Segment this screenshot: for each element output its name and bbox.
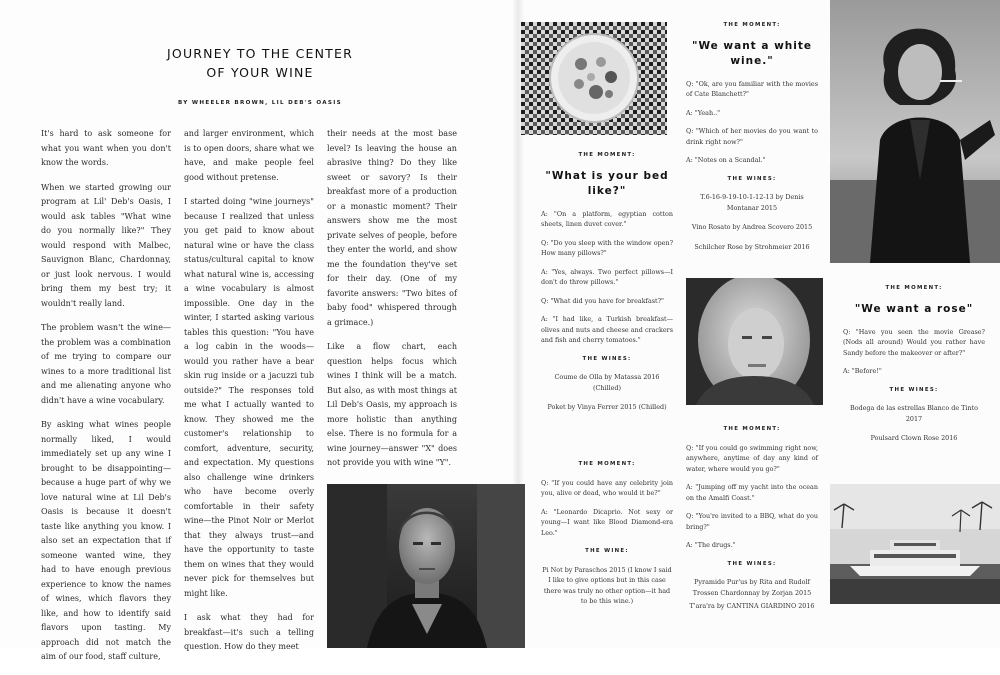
moment-white-wine — [686, 20, 818, 261]
title-line-2: OF YOUR WINE — [206, 65, 314, 80]
moment-quote: "We want a white wine." — [691, 39, 813, 67]
wine-item: Pi Not by Paraschos 2015 (I know I said I like to give options but in this case there was truly no other option—it had to be this wine.) — [542, 565, 672, 605]
moment-celebrity — [541, 459, 673, 616]
qa-line: Q: "You're invited to a BBQ, what do you bring?" — [686, 512, 818, 531]
qa-line: A: "Leonardo Dicaprio. Not sexy or young—I want like Blood Diamond-era Leo." — [541, 507, 673, 537]
article-title — [150, 44, 370, 82]
moment-label: THE MOMENT: — [723, 426, 781, 432]
body-column-2 — [184, 127, 314, 665]
photo-yacht — [830, 484, 1000, 604]
moment-swimming — [686, 424, 818, 621]
moment-label: THE MOMENT: — [885, 285, 943, 291]
paragraph: Like a flow chart, each question helps focus which wines I think will be a match. But also, as with most things at Lil Deb's Oasis, my approach is more holistic than anything else. There is no formula for a wine journey—answer "X" does not provide you with wine "Y". — [327, 342, 457, 467]
qa-line: Q: "Do you sleep with the window open? How many pillows?" — [541, 238, 673, 257]
paragraph: and larger environment, which is to open doors, share what we have, and make people feel good without pretense. — [184, 129, 314, 182]
title-line-1: JOURNEY TO THE CENTER — [167, 46, 353, 61]
paragraph: By asking what wines people normally liked, I would immediately set up any wine I brought to be disappointing—because a huge part of why we love natural wine at Lil Deb's Oasis is because it doesn't taste like anything you know. I also set an expectation that if someone wanted wine, they had to have enough previous experience to know the names of wines, which flavors they like, and how to identify said flavors upon tasting. My approach did not match the aim of our food, staff culture, — [41, 420, 171, 661]
wine-item: T'ara'ra by CANTINA GIARDINO 2016 — [689, 602, 815, 610]
qa-line: A: "On a platform, egyptian cotton sheets, linen duvet cover." — [541, 209, 673, 228]
qa-line: Q: "If you could go swimming right now, anywhere, anytime of day any kind of water, where would you go?" — [686, 443, 818, 473]
moment-label: THE MOMENT: — [578, 461, 636, 467]
paragraph: When we started growing our program at Lil' Deb's Oasis, I would ask tables "What wine do you normally like?" They would respond with Malbec, Sauvignon Blanc, Chardonnay, or just look nervous. I would bring them my best try; it wouldn't really land. — [41, 182, 171, 308]
qa-line: A: "Before!" — [843, 367, 882, 375]
photo-man-portrait — [327, 484, 525, 648]
qa-line: Q: "Ok, are you familiar with the movies of Cate Blanchett?" — [686, 79, 818, 98]
paragraph: I ask what they had for breakfast—it's such a telling question. How do they meet — [184, 613, 314, 651]
paragraph: their needs at the most base level? Is leaving the house an abrasive thing? Do they like sweet or savory? Is their breakfast more of a production or a monastic moment? Their answers show me the most private selves of people, before they enter the world, and show me the foundation they've set for their day. (One of my favorite answers: "Two bites of baby food" whispered through a grimace.) — [327, 129, 457, 327]
moment-bed — [541, 150, 673, 422]
qa-line: A: "Yeah.." — [686, 108, 721, 117]
wine-item: Pyramide Pur'us by Rita and Rudolf Trossen Chardonnay by Zorjan 2015 — [692, 578, 812, 597]
qa-line: A: "Yes, always. Two perfect pillows—I don't do throw pillows." — [541, 267, 673, 286]
qa-line: A: "Jumping off my yacht into the ocean on the Amalfi Coast." — [686, 483, 818, 502]
moment-label: THE MOMENT: — [723, 22, 781, 28]
wines-label: THE WINES: — [582, 355, 632, 362]
wine-item: Bodega de las estrellas Blanco de Tinto 2017 — [850, 404, 978, 423]
paragraph: I started doing "wine journeys" because I realized that unless you get paid to know about natural wine or have the class status/cultural capital to know what natural wine is, accessing a wine vocabulary is almost impossible. One day in the winter, I started asking various tables this question: "You have a log cabin in the woods—would you rather have a bear skin rug inside or a jacuzzi tub outside?" The responses told me what I actually wanted to know. They showed me the customer's relationship to comfort, adventure, security, and expectation. My questions also challenge wine drinkers who have become overly comfortable in their safety wine—the Pinot Noir or Merlot that they always trust—and have the opportunity to taste them on wines that they would never pick for themselves but might like. — [184, 197, 314, 598]
photo-woman-blonde — [686, 278, 823, 405]
body-column-3 — [327, 127, 457, 481]
qa-line: Q: "Which of her movies do you want to drink right now?" — [686, 127, 818, 146]
wine-item: Coume de Olla by Matassa 2016 (Chilled) — [554, 373, 660, 392]
byline: BY WHEELER BROWN, LIL DEB'S OASIS — [178, 100, 342, 106]
wines-label: THE WINE: — [585, 548, 629, 554]
qa-line: Q: "If you could have any celebrity join you, alive or dead, who would it be?" — [541, 478, 673, 497]
paragraph: It's hard to ask someone for what you want when you don't know the words. — [41, 129, 171, 167]
wine-item: Vino Rosato by Andrea Scovero 2015 — [691, 223, 813, 231]
qa-line: Q: "What did you have for breakfast?" — [541, 296, 664, 305]
wine-item: Schilcher Rose by Strohmeier 2016 — [694, 242, 810, 251]
moment-label: THE MOMENT: — [578, 152, 636, 158]
photo-woman-leather-jacket — [830, 0, 1000, 263]
wines-label: THE WINES: — [727, 560, 777, 567]
wines-label: THE WINES: — [727, 175, 777, 182]
qa-line: Q: "Have you seen the movie Grease? (Nods all around) Would you rather have Sandy before the makeover or after?" — [843, 327, 985, 357]
body-column-1 — [41, 127, 171, 675]
wine-item: Poulsard Clown Rose 2016 — [870, 434, 958, 442]
qa-line: A: "The drugs." — [686, 541, 736, 549]
qa-line: A: "Notes on a Scandal." — [686, 156, 766, 164]
wine-item: T.6-16-9-19-10-1-12-13 by Denis Montanar 2015 — [700, 193, 804, 212]
paragraph: The problem wasn't the wine—the problem was a combination of me trying to compare our wines to a more traditional list and me alienating anyone who didn't have a wine vocabulary. — [41, 323, 171, 405]
wines-label: THE WINES: — [889, 386, 939, 393]
wine-item: Poket by Vinya Ferrer 2015 (Chilled) — [547, 403, 667, 411]
moment-quote: "We want a rose" — [854, 302, 974, 315]
moment-quote: "What is your bed like?" — [545, 169, 669, 197]
moment-rose — [843, 283, 985, 453]
photo-breakfast-table — [521, 22, 667, 135]
qa-line: A: "I had like, a Turkish breakfast—olives and nuts and cheese and crackers and fish and cherry tomatoes." — [541, 315, 673, 344]
